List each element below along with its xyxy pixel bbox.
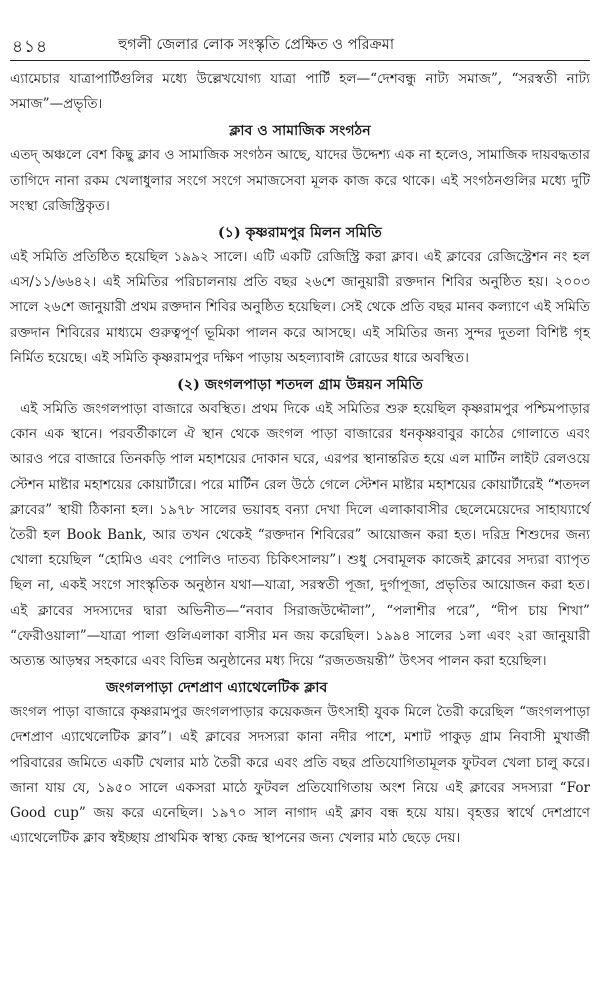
page-number: ৪১৪ [12, 37, 49, 57]
org1-heading: (১) কৃষ্ণরামপুর মিলন সমিতি [218, 225, 382, 242]
intro-paragraph: এ্যামেচার যাত্রাপার্টিগুলির মধ্যে উল্লেখযোগ্য যাত্রা পার্টি হল—“দেশবন্ধু নাট্য সমাজ”, “সরস্বতী নাট্য সমাজ”—প্রভৃতি। [10, 71, 590, 113]
org3-paragraph: জংগল পাড়া বাজারে কৃষ্ণরামপুর জংগলপাড়ার কয়েকজন উৎসাহী যুবক মিলে তৈরী করেছিল “জংগলপাড়া দেশপ্রাণ এ্যাথেলেটিক ক্লাব”। এই ক্লাবের সদস্যরা কানা নদীর পাশে, মশাট পাকুড় গ্রাম নিবাসী মুখার্জী পরিবারের জমিতে একটি খেলার মাঠ তৈরী করে এবং প্রতি বছর প্রতিযোগিতামূলক ফুটবল খেলা চালু করে। জানা যায় যে, ১৯৫০ সালে একসরা মাঠে ফুটবল প্রতিযোগিতায় অংশ নিয়ে এই ক্লাবের সদস্যরা “For Good cup” জয় করে এনেছিল। ১৯৭০ সাল নাগাদ এই ক্লাব বন্ধ হয়ে যায়। বৃহত্তর স্বার্থে দেশপ্রাণে এ্যাথেলেটিক ক্লাব স্বইচ্ছায় প্রাথমিক স্বাস্থ্য কেন্দ্র স্থাপনের জন্য খেলার মাঠ ছেড়ে দেয়। [10, 704, 590, 847]
org1-paragraph: এই সমিতি প্রতিষ্ঠিত হয়েছিল ১৯৯২ সালে। এটি একটি রেজিস্ট্রি করা ক্লাব। এই ক্লাবের রেজিস্ট্রেশন নং হল এস/১১/৬৬৪২। এই সমিতির পরিচালনায় প্রতি বছর ২৬শে জানুয়ারী রক্তদান শিবির অনুষ্ঠিত হয়। ২০০৩ সালে ২৬শে জানুয়ারী প্রথম রক্তদান শিবির অনুষ্ঠিত হয়েছিল। সেই থেকে প্রতি বছর মানব কল্যাণে এই সমিতি রক্তদান শিবিরের মাধ্যমে গুরুত্বপূর্ণ ভূমিকা পালন করে আসছে। এই সমিতির জন্য সুন্দর দুতলা বিশিষ্ট গৃহ নির্মিত হয়েছে। এই সমিতি কৃষ্ণরামপুর দক্ষিণ পাড়ায় অহল্যাবাঈ রোডের ধারে অবস্থিত। [10, 249, 590, 366]
org2-heading: (২) জংগলপাড়া শতদল গ্রাম উন্নয়ন সমিতি [177, 377, 423, 394]
running-title: হুগলী জেলার লোক সংস্কৃতি প্রেক্ষিত ও পরিক্রমা [118, 37, 395, 53]
section-heading: ক্লাব ও সামাজিক সংগঠন [229, 123, 371, 140]
org3-heading: জংগলপাড়া দেশপ্রাণ এ্যাথেলেটিক ক্লাব [106, 680, 328, 697]
section-paragraph: এতদ্‌ অঞ্চলে বেশ কিছু ক্লাব ও সামাজিক সংগঠন আছে, যাদের উদ্দেশ্য এক না হলেও, সামাজিক দায়বদ্ধতার তাগিদে নানা রকম খেলাধুলার সংগে সংগে সমাজসেবা মূলক কাজ করে থাকে। এই সংগঠনগুলির মধ্যে দুটি সংস্থা রেজিস্ট্রিকৃত। [10, 147, 590, 214]
org2-paragraph: এই সমিতি জংগলপাড়া বাজারে অবস্থিত। প্রথম দিকে এই সমিতির শুরু হয়েছিল কৃষ্ণরামপুর পশ্চিমপাড়ার কোন এক স্থানে। পরবর্তীকালে ঐ স্থান থেকে জংগল পাড়া বাজারের ধনকৃষ্ণবাবুর কাঠের গোলাতে এবং আরও পরে বাজারে তিনকড়ি পাল মহাশয়ের দোকান ঘরে, এরপর স্থানান্তরিত হয়ে এল মার্টিন লাইট রেলওয়ে স্টেশন মাষ্টার মহাশয়ের কোয়ার্টারে। পরে মার্টিন রেল উঠে গেলে স্টেশন মাষ্টার মহাশয়ের কোয়ার্টারেই “শতদল ক্লাবের” স্থায়ী ঠিকানা হল। ১৯৭৮ সালের ভয়াবহ বন্যা দেখা দিলে এলাকাবাসীর ছেলেমেয়েদের সাহায্যার্থে তৈরী হল Book Bank, আর তখন থেকেই “রক্তদান শিবিরের” আয়োজন করা হত। দরিদ্র শিশুদের জন্য খোলা হয়েছিল “হোমিও এবং পোলিও দাতব্য চিকিৎসালয়”। শুধু সেবামূলক কাজেই ক্লাবের সদ্যরা ব্যাপৃত ছিল না, একই সংগে সাংস্কৃতিক অনুষ্ঠান যথা—যাত্রা, সরস্বতী পূজা, দুর্গাপূজা, প্রভৃতির আয়োজন করা হত। এই ক্লাবের সদস্যদের দ্বারা অভিনীত—“নবাব সিরাজউদ্দৌলা”, “পলাশীর পরে”, “দীপ চায় শিখা” “ফেরীওয়ালা”—যাত্রা পালা গুলিএলাকা বাসীর মন জয় করেছিল। ১৯৯৪ সালের ১লা এবং ২রা জানুয়ারী অত্যন্ত আড়ম্বর সহকারে এবং বিভিন্ন অনুষ্ঠানের মধ্য দিয়ে “রজতজয়ন্তী” উৎসব পালন করা হয়েছিল। [10, 401, 590, 670]
book-page [4, 0, 596, 994]
page-header [10, 0, 590, 61]
page-body [10, 61, 590, 851]
